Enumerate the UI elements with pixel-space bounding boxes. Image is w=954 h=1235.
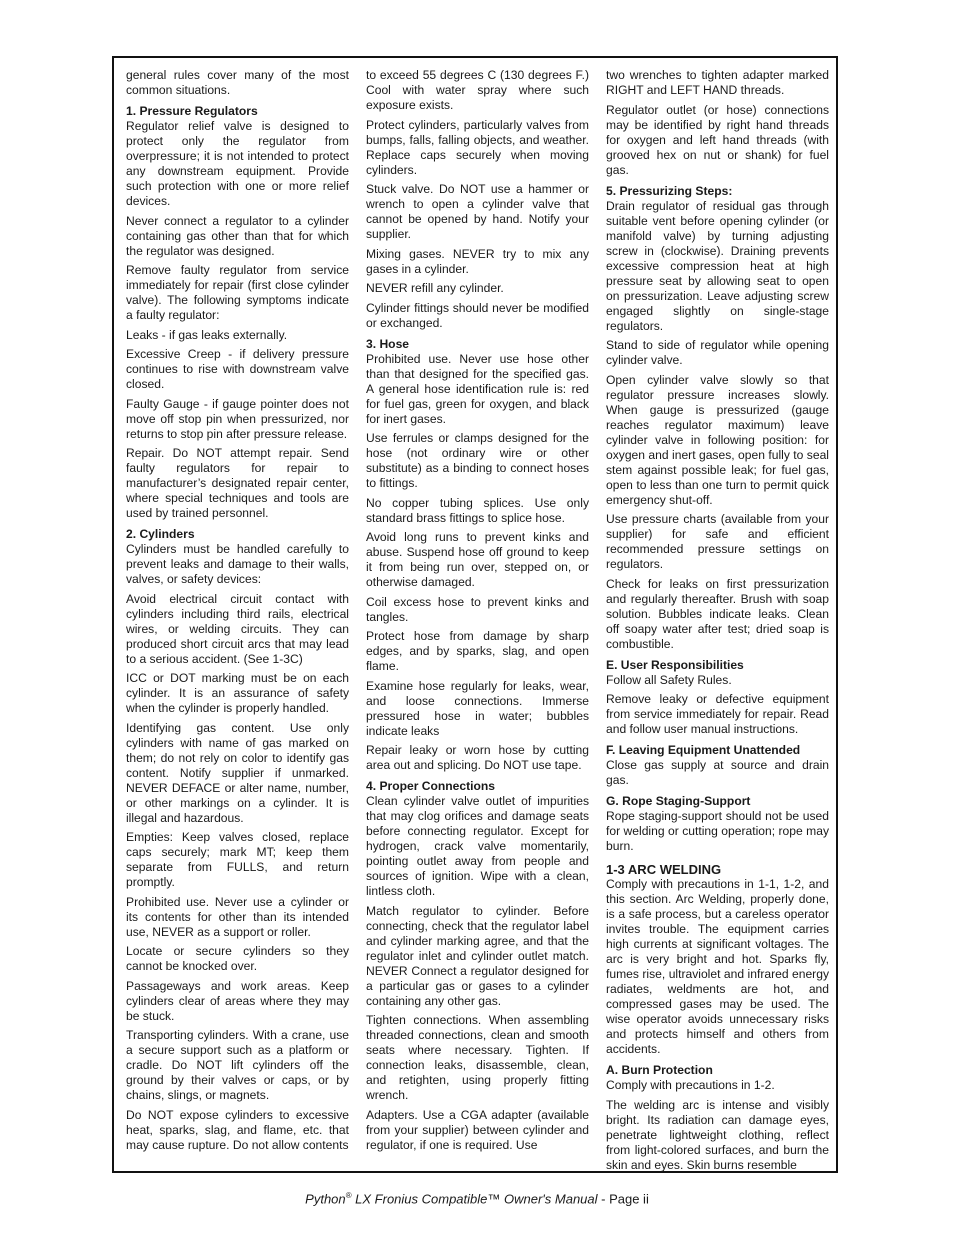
paragraph	[126, 895, 349, 940]
paragraph	[606, 692, 829, 737]
paragraph	[606, 862, 829, 1057]
paragraph	[126, 830, 349, 890]
paragraph-text: Coil excess hose to prevent kinks and tangles.	[366, 594, 589, 624]
subsection-heading: 1. Pressure Regulators	[126, 104, 258, 118]
paragraph	[366, 779, 589, 899]
paragraph-text: Comply with precautions in 1-1, 1-2, and this section. Arc Welding, properly done, is a safe process, but a careless operator invites trouble. The equipment carries high currents at significant voltages. The arc is very bright and hot. Sparks fly, fumes rise, ultraviolet and infrared energy radiates, weldments are hot, and compressed gases may be used. The wise operator avoids unnecessary risks and protects himself and others from accidents.	[606, 877, 829, 1056]
paragraph-text: Faulty Gauge - if gauge pointer does not move off stop pin when pressurized, nor returns to stop pin after pressure release.	[126, 396, 349, 441]
paragraph-text: Avoid long runs to prevent kinks and abuse. Suspend hose off ground to keep it from being run over, stepped on, or otherwise damaged.	[366, 530, 589, 589]
paragraph	[366, 118, 589, 178]
paragraph	[366, 1108, 589, 1153]
subsection-heading: 2. Cylinders	[126, 527, 195, 541]
paragraph	[606, 1063, 829, 1093]
paragraph-text: Regulator outlet (or hose) connections may be identified by right hand threads for oxygen and left hand threads (with grooved hex on nut or shank) for fuel gas.	[606, 102, 829, 177]
paragraph-text: Protect cylinders, particularly valves from bumps, falls, falling objects, and weather. Replace caps securely when moving cylinders.	[366, 117, 589, 177]
paragraph-text: Match regulator to cylinder. Before connecting, check that the regulator label and cylinder marking agree, and that the regulator inlet and cylinder outlet match. NEVER Connect a regulator designed for a particular gas or gases to a cylinder containing any other gas.	[366, 903, 589, 1008]
paragraph-text: Stand to side of regulator while opening cylinder valve.	[606, 338, 829, 367]
paragraph	[366, 743, 589, 773]
paragraph-text: Stuck valve. Do NOT use a hammer or wrench to open a cylinder valve that cannot be opened by hand. Notify your supplier.	[366, 182, 589, 241]
paragraph	[366, 281, 589, 296]
paragraph	[366, 68, 589, 113]
paragraph	[366, 904, 589, 1009]
paragraph	[606, 184, 829, 334]
paragraph	[366, 1013, 589, 1103]
paragraph-text: Close gas supply at source and drain gas.	[606, 758, 829, 787]
text-column-2	[366, 68, 589, 1157]
paragraph-text: Adapters. Use a CGA adapter (available from your supplier) between cylinder and regulator, if one is required. Use	[366, 1107, 589, 1152]
paragraph	[126, 671, 349, 716]
paragraph	[366, 337, 589, 427]
paragraph-text: Regulator relief valve is designed to protect only the regulator from overpressure; it is not intended to protect any downstream equipment. Provide such protection with one or more relief devices.	[126, 119, 349, 208]
paragraph-text: Cylinder fittings should never be modified or exchanged.	[366, 300, 589, 330]
paragraph	[366, 595, 589, 625]
text-column-3	[606, 68, 829, 1177]
paragraph	[366, 301, 589, 331]
paragraph-text: Use pressure charts (available from your supplier) for safe and efficient recommended pressure settings on regulators.	[606, 512, 829, 571]
paragraph-text: Repair. Do NOT attempt repair. Send faulty regulators for repair to manufacturer’s designated repair center, where special techniques and tools are used by trained personnel.	[126, 446, 349, 520]
subsection-heading: 5. Pressurizing Steps:	[606, 183, 733, 198]
paragraph	[606, 577, 829, 652]
text-column-1	[126, 68, 349, 1157]
paragraph	[366, 247, 589, 277]
paragraph	[606, 103, 829, 178]
paragraph	[126, 347, 349, 392]
paragraph	[606, 658, 829, 688]
paragraph-text: Tighten connections. When assembling threaded connections, clean and smooth seats where necessary. Tighten. If connection leaks, disassemble, clean, and retighten, using properly fitting wrench.	[366, 1013, 589, 1102]
paragraph	[606, 373, 829, 508]
page-frame	[112, 56, 838, 1173]
subsection-heading: G. Rope Staging-Support	[606, 794, 751, 808]
paragraph-text: Transporting cylinders. With a crane, use a secure support such as a platform or cradle. Do NOT lift cylinders off the ground by their valves or caps, or by chains, slings, or magnets.	[126, 1028, 349, 1102]
paragraph	[366, 431, 589, 491]
paragraph	[126, 104, 349, 209]
paragraph	[606, 338, 829, 368]
paragraph	[126, 263, 349, 323]
paragraph-text: Open cylinder valve slowly so that regulator pressure increases slowly. When gauge is pressurized (gauge reaches regulator maximum) leave cylinder valve in following position: for oxygen and inert gases, open fully to seal stem against possible leak; for fuel gas, open to less than one turn to permit quick emergency shut-off.	[606, 372, 829, 507]
paragraph-text: ICC or DOT marking must be on each cylinder. It is an assurance of safety when the cylinder is properly handled.	[126, 671, 349, 715]
page-footer	[0, 1191, 954, 1206]
paragraph-text: Protect hose from damage by sharp edges, and by sparks, slag, and open flame.	[366, 629, 589, 673]
paragraph-text: Clean cylinder valve outlet of impurities that may clog orifices and damage seats before connecting regulator. Except for hydrogen, crack valve momentarily, pointing outlet away from people and sources of ignition. Wipe with a clean, lintless cloth.	[366, 794, 589, 898]
paragraph	[366, 679, 589, 739]
paragraph-text: Leaks - if gas leaks externally.	[126, 327, 288, 342]
paragraph	[126, 944, 349, 974]
paragraph-text: The welding arc is intense and visibly bright. Its radiation can damage eyes, penetrate lightweight clothing, reflect from light-colored surfaces, and burn the skin and eyes. Skin burns resemble	[606, 1097, 829, 1172]
paragraph-text: Passageways and work areas. Keep cylinders clear of areas where they may be stuck.	[126, 978, 349, 1023]
footer-brand: Python	[305, 1191, 346, 1207]
paragraph	[126, 214, 349, 259]
paragraph-text: Remove leaky or defective equipment from service immediately for repair. Read and follow user manual instructions.	[606, 692, 829, 736]
paragraph-text: Avoid electrical circuit contact with cylinders including third rails, electrical wires, or welding circuits. They can produced short circuit arcs that may lead to a serious accident. (See 1-3C)	[126, 591, 349, 666]
paragraph	[366, 530, 589, 590]
subsection-heading: 4. Proper Connections	[366, 779, 496, 793]
paragraph-text: Never connect a regulator to a cylinder containing gas other than that for which the regulator was designed.	[126, 213, 349, 258]
paragraph	[126, 446, 349, 521]
paragraph-text: Repair leaky or worn hose by cutting area out and splicing. Do NOT use tape.	[366, 743, 589, 772]
paragraph	[366, 629, 589, 674]
paragraph	[606, 1098, 829, 1173]
paragraph-text: Drain regulator of residual gas through suitable vent before opening cylinder (or manifold valve) by turning adjusting screw in (clockwise). Draining prevents excessive compression heat at high pressure seat by allowing seat to open on pressurization. Leave adjusting screw engaged slightly on single-stage regulators.	[606, 198, 829, 333]
paragraph-text: NEVER refill any cylinder.	[366, 281, 504, 295]
footer-title: LX Fronius Compatible™ Owner's Manual	[351, 1191, 598, 1207]
paragraph	[126, 979, 349, 1024]
paragraph-text: Follow all Safety Rules.	[606, 672, 732, 687]
paragraph-text: general rules cover many of the most common situations.	[126, 68, 349, 97]
section-heading: 1-3 ARC WELDING	[606, 862, 722, 877]
paragraph	[366, 182, 589, 242]
paragraph-text: Comply with precautions in 1-2.	[606, 1078, 775, 1092]
paragraph-text: two wrenches to tighten adapter marked RIGHT and LEFT HAND threads.	[606, 68, 829, 97]
paragraph-text: Mixing gases. NEVER try to mix any gases in a cylinder.	[366, 246, 589, 276]
paragraph-text: Identifying gas content. Use only cylinders with name of gas marked on them; do not rely on color to identify gas content. Notify supplier if unmarked. NEVER DEFACE or alter name, number, or other markings on a cylinder. It is illegal and hazardous.	[126, 720, 349, 825]
footer-reg-mark: ®	[345, 1191, 352, 1200]
paragraph-text: Check for leaks on first pressurization and regularly thereafter. Brush with soap solution. Bubbles indicate leaks. Clean off soapy water after test; dried soap is combustible.	[606, 576, 829, 651]
paragraph	[606, 512, 829, 572]
paragraph-text: Cylinders must be handled carefully to prevent leaks and damage to their walls, valves, or safety devices:	[126, 542, 349, 586]
paragraph-text: Locate or secure cylinders so they cannot be knocked over.	[126, 944, 349, 973]
paragraph	[606, 743, 829, 788]
paragraph	[606, 794, 829, 854]
paragraph-text: to exceed 55 degrees C (130 degrees F.) Cool with water spray where such exposure exists.	[366, 68, 589, 112]
paragraph-text: Excessive Creep - if delivery pressure continues to rise with downstream valve closed.	[126, 347, 349, 391]
paragraph	[126, 1108, 349, 1153]
paragraph-text: Examine hose regularly for leaks, wear, and loose connections. Immerse pressured hose in water; bubbles indicate leaks	[366, 678, 589, 738]
paragraph-text: Prohibited use. Never use a cylinder or its contents for other than its intended use, NEVER as a support or roller.	[126, 894, 349, 939]
paragraph-text: Rope staging-support should not be used for welding or cutting operation; rope may burn.	[606, 809, 829, 853]
paragraph	[126, 527, 349, 587]
footer-page-number: - Page ii	[597, 1191, 649, 1207]
paragraph	[126, 328, 349, 343]
paragraph	[126, 592, 349, 667]
subsection-heading: E. User Responsibilities	[606, 657, 744, 672]
paragraph	[126, 1028, 349, 1103]
paragraph-text: Remove faulty regulator from service immediately for repair (first close cylinder valve). The following symptoms indicate a faulty regulator:	[126, 263, 349, 322]
subsection-heading: 3. Hose	[366, 336, 410, 351]
paragraph-text: Empties: Keep valves closed, replace caps securely; mark MT; keep them separate from FULLS, and return promptly.	[126, 830, 349, 889]
paragraph-text: Use ferrules or clamps designed for the hose (not ordinary wire or other substitute) as a binding to connect hoses to fittings.	[366, 431, 589, 490]
subsection-heading: F. Leaving Equipment Unattended	[606, 743, 801, 757]
paragraph	[126, 68, 349, 98]
paragraph	[126, 721, 349, 826]
paragraph	[606, 68, 829, 98]
paragraph	[126, 397, 349, 442]
paragraph-text: Prohibited use. Never use hose other than that designed for the specified gas. A general hose identification rule is: red for fuel gas, green for oxygen, and black for inert gases.	[366, 351, 589, 426]
paragraph-text: No copper tubing splices. Use only standard brass fittings to splice hose.	[366, 495, 589, 525]
paragraph-text: Do NOT expose cylinders to excessive heat, sparks, slag, and flame, etc. that may cause rupture. Do not allow contents	[126, 1107, 349, 1152]
paragraph	[366, 496, 589, 526]
subsection-heading: A. Burn Protection	[606, 1063, 713, 1077]
